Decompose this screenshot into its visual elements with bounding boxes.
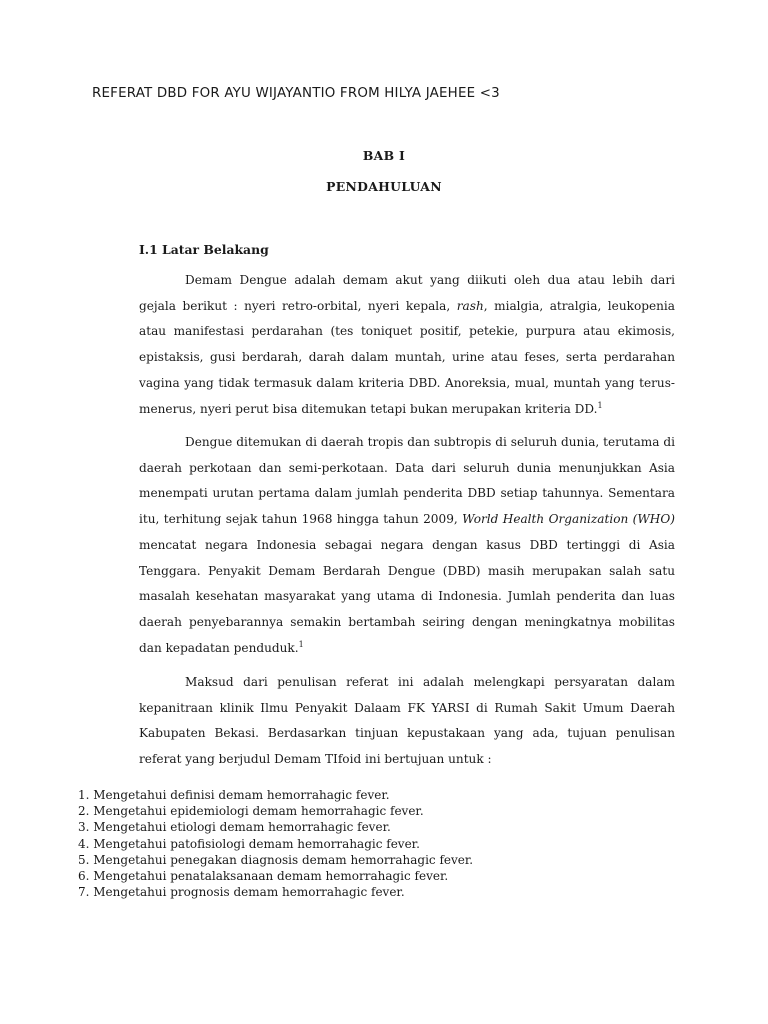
list-item: 5. Mengetahui penegakan diagnosis demam hemorrahagic fever. — [78, 852, 474, 867]
italic-term: World Health Organization (WHO) — [462, 512, 675, 527]
chapter-number: BAB I — [362, 148, 406, 163]
paragraph-epidemiology — [139, 430, 675, 661]
list-item: 6. Mengetahui penatalaksanaan demam hemorrahagic fever. — [78, 869, 449, 884]
list-item: 3. Mengetahui etiologi demam hemorrahagic fever. — [78, 820, 391, 835]
section-heading: I.1 Latar Belakang — [139, 242, 269, 257]
document-header: REFERAT DBD FOR AYU WIJAYANTIO FROM HILYA JAEHEE <3 — [92, 86, 500, 101]
paragraph-purpose: Maksud dari penulisan referat ini adalah melengkapi persyaratan dalam kepanitraan klinik Ilmu Penyakit Dalaam FK YARSI di Rumah Sakit Umum Daerah Kabupaten Bekasi. Berdasarkan tinjuan kepustakaan yang ada, tujuan penulisan referat yang berjudul Demam TIfoid ini bertujuan untuk : — [139, 675, 675, 767]
paragraph-text: , mialgia, atralgia, leukopenia atau manifestasi perdarahan (tes toniquet positif, petekie, purpura atau ekimosis, epistaksis, gusi berdarah, darah dalam muntah, urine atau feses, serta perdarahan vagina yang tidak termasuk dalam kriteria DBD. Anoreksia, mual, muntah yang terus-menerus, nyeri perut bisa ditemukan tetapi bukan merupakan kriteria DD. — [139, 298, 675, 416]
list-item: 7. Mengetahui prognosis demam hemorrahagic fever. — [78, 885, 405, 900]
paragraph-text: Demam Dengue adalah demam akut yang diikuti oleh dua atau lebih dari gejala berikut : nyeri retro-orbital, nyeri kepala, — [139, 273, 675, 313]
list-item: 2. Mengetahui epidemiologi demam hemorrahagic fever. — [78, 804, 424, 819]
list-item: 4. Mengetahui patofisiologi demam hemorrahagic fever. — [78, 836, 420, 851]
reference-marker: 1 — [298, 639, 304, 649]
list-item: 1. Mengetahui definisi demam hemorrahagic fever. — [78, 788, 390, 802]
reference-marker: 1 — [597, 400, 603, 410]
italic-term: rash — [456, 298, 484, 313]
chapter-title: PENDAHULUAN — [326, 179, 442, 194]
objectives-list — [78, 787, 473, 900]
paragraph-text: mencatat negara Indonesia sebagai negara dengan kasus DBD tertinggi di Asia Tenggara. Penyakit Demam Berdarah Dengue (DBD) masih merupakan salah satu masalah kesehatan masyarakat yang utama di Indonesia. Jumlah penderita dan luas daerah penyebarannya semakin bertambah seiring dengan meningkatnya mobilitas dan kepadatan penduduk. — [139, 537, 675, 655]
paragraph-text: Dengue ditemukan di daerah tropis dan subtropis di seluruh dunia, terutama di daerah perkotaan dan semi-perkotaan. Data dari seluruh dunia menunjukkan Asia menempati urutan pertama dalam jumlah penderita DBD setiap tahunnya. Sementara itu, terhitung sejak tahun 1968 hingga tahun 2009, — [139, 435, 675, 527]
paragraph-definition — [139, 268, 675, 422]
